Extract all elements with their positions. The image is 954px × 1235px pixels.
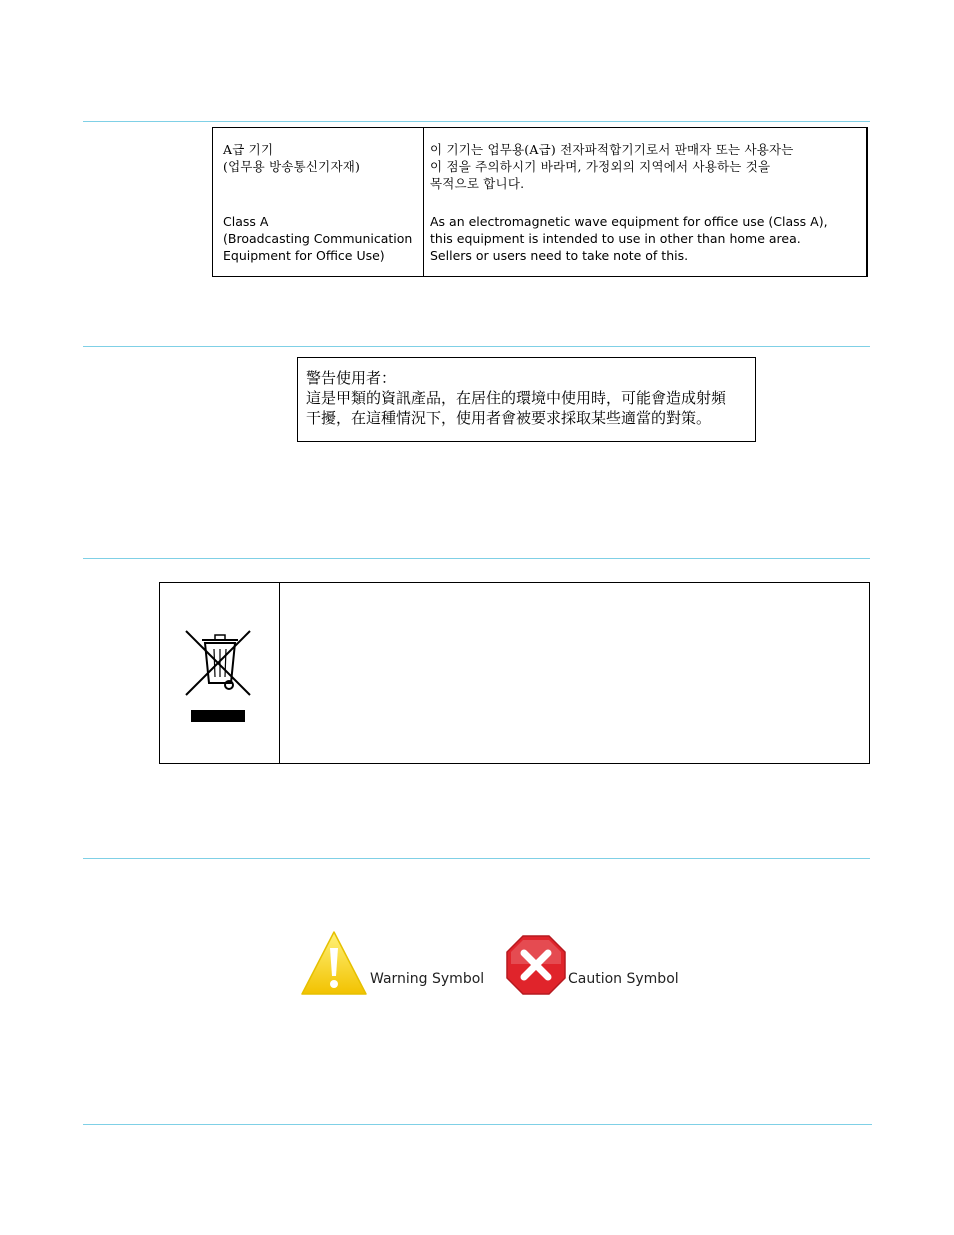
text-line: this equipment is intended to use in other than home area. (430, 231, 801, 246)
class-label-cell (213, 128, 424, 276)
warning-heading: 警告使用者： (306, 369, 397, 387)
weee-text-cell (280, 583, 869, 763)
text-line: (Broadcasting Communication (223, 231, 413, 246)
section-divider (83, 1124, 872, 1125)
text-line: Equipment for Office Use) (223, 248, 385, 263)
text-line: 이 기기는 업무용(A급) 전자파적합기기로서 판매자 또는 사용자는 (430, 142, 794, 157)
chinese-warning-notice (297, 357, 756, 442)
section-divider (83, 858, 870, 859)
section-divider (83, 558, 870, 559)
text-line: 이 점을 주의하시기 바라며, 가정외의 지역에서 사용하는 것을 (430, 159, 771, 174)
weee-icon-cell (160, 583, 280, 763)
text-line: (업무용 방송통신기자재) (223, 159, 361, 174)
text-line: 干擾，在這種情況下，使用者會被要求採取某些適當的對策。 (306, 409, 712, 427)
text-line: Sellers or users need to take note of this. (430, 248, 689, 263)
korean-notice-text (430, 141, 858, 192)
warning-symbol-label: Warning Symbol (370, 971, 485, 987)
text-line: As an electromagnetic wave equipment for office use (Class A), (430, 214, 828, 229)
caution-symbol-label: Caution Symbol (568, 971, 679, 987)
symbol-legend (300, 930, 700, 1000)
notice-text-cell (424, 128, 866, 276)
korean-class-a-notice-table (212, 127, 868, 277)
text-line: 목적으로 합니다. (430, 176, 525, 191)
korean-class-label (223, 141, 415, 175)
warning-triangle-icon (300, 930, 368, 998)
text-line: 這是甲類的資訊產品，在居住的環境中使用時，可能會造成射頻 (306, 389, 727, 407)
section-divider (83, 121, 870, 122)
text-line: Class A (223, 214, 269, 229)
caution-octagon-icon (505, 934, 567, 996)
english-notice-text (430, 213, 862, 264)
english-class-label (223, 213, 419, 264)
crossed-out-wheelie-bin-icon (160, 583, 280, 763)
text-line: A급 기기 (223, 142, 274, 157)
weee-disposal-notice (159, 582, 870, 764)
section-divider (83, 346, 870, 347)
